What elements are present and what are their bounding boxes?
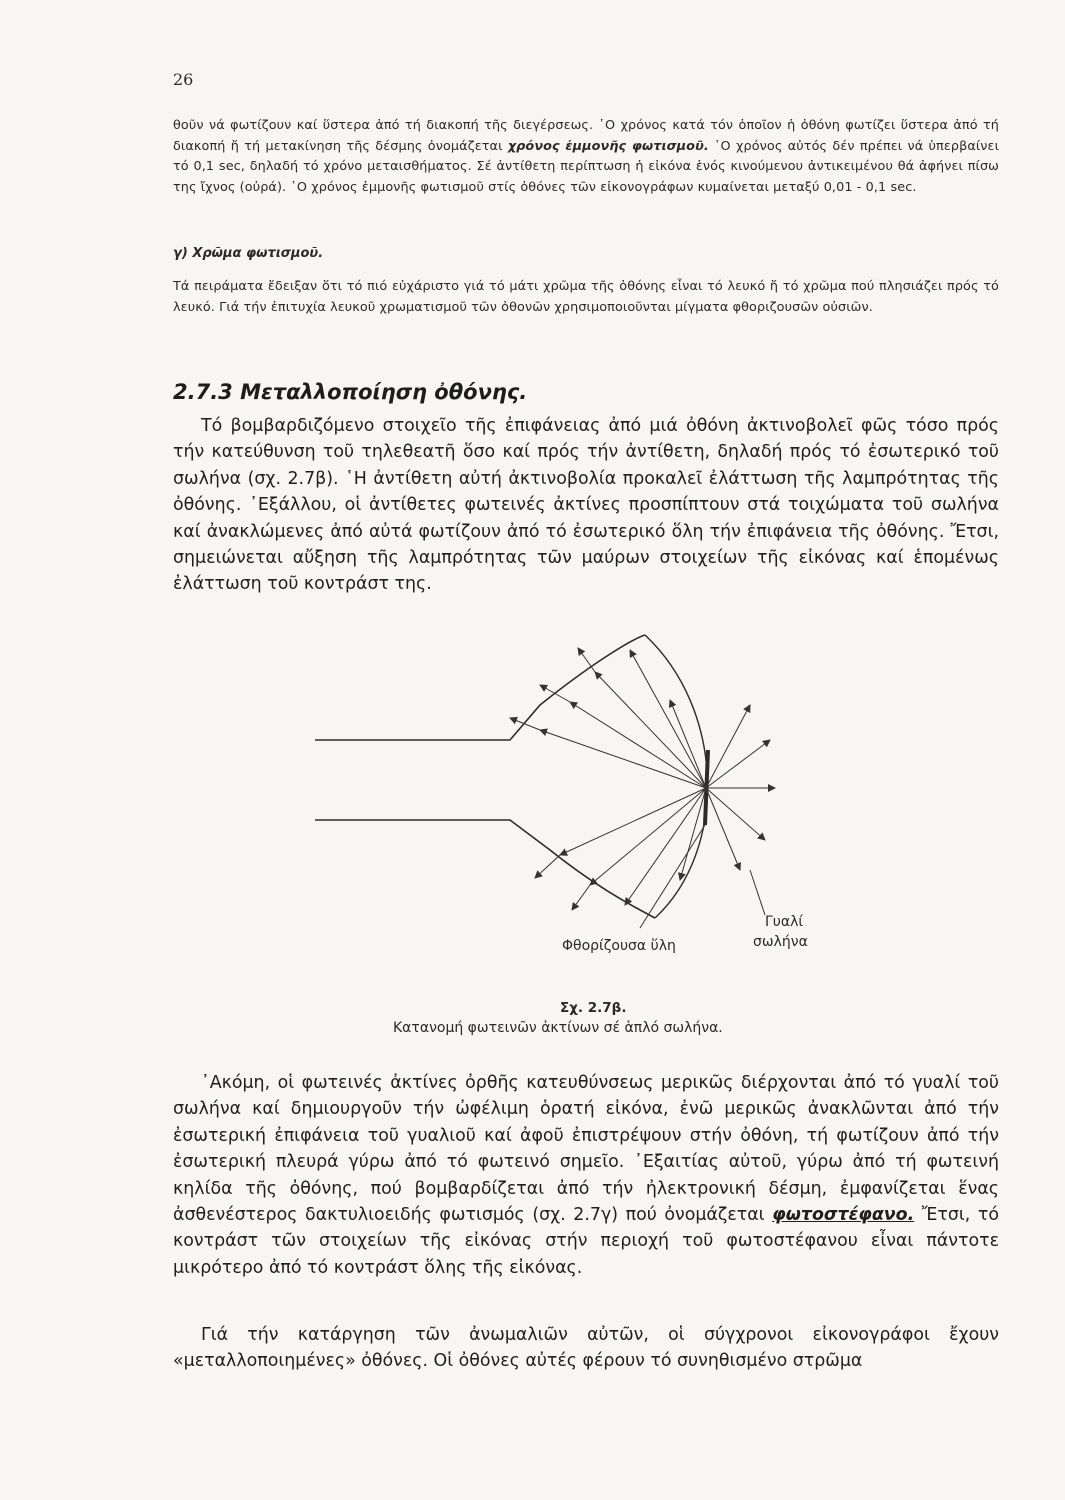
paragraph-color-text: Τά πειράματα ἔδειξαν ὅτι τό πιό εὐχάριστο γιά τό μάτι χρῶμα τῆς ὀθόνης εἶναι τό λευκό ἤ τό χρῶμα πού πλησιάζει πρός τό λευκό. Γιά τήν ἐπιτυχία λευκοῦ χρωματισμοῦ τῶν ὀθονῶν χρησιμοποιοῦνται μίγματα φθοριζουσῶν οὐσιῶν.: [173, 279, 999, 315]
paragraph-persistence: [173, 116, 999, 198]
figure-tube-diagram: [310, 610, 790, 970]
term-halo: φωτοστέφανο.: [772, 1205, 915, 1226]
section-heading: 2.7.3 Μεταλλοποίηση ὀθόνης.: [173, 380, 528, 404]
label-glass-line1: Γυαλί: [765, 914, 804, 930]
figure-caption-text: Κατανομή φωτεινῶν ἀκτίνων σέ ἁπλό σωλήνα.: [393, 1020, 723, 1036]
paragraph-persistence-text-a: θοῦν νά φωτίζουν καί ὕστερα ἀπό τή διακοπή τῆς διεγέρσεως. ῾Ο χρόνος κατά τόν ὁποῖον ἡ ὀθόνη φωτίζει ὕστερα ἀπό τή διακοπή ἤ τή μετακίνηση τῆς δέσμης ὀνομάζεται: [173, 118, 999, 154]
label-leaders: [640, 825, 765, 928]
tube-upper-wall: [315, 635, 645, 740]
paragraph-metallized: [173, 1322, 999, 1375]
term-persistence: χρόνος ἐμμονῆς φωτισμοῦ.: [507, 138, 709, 154]
subheading-color: γ) Χρῶμα φωτισμοῦ.: [173, 246, 324, 261]
page-number: 26: [173, 70, 194, 89]
paragraph-color: [173, 277, 999, 318]
paragraph-metallized-text: Γιά τήν κατάργηση τῶν ἀνωμαλιῶν αὐτῶν, οἱ σύγχρονοι εἰκονογράφοι ἔχουν «μεταλλοποιημένες» ὀθόνες. Οἱ ὀθόνες αὐτές φέρουν τό συνηθισμένο στρῶμα: [173, 1325, 999, 1372]
paragraph-halo-text-a: ᾿Ακόμη, οἱ φωτεινές ἀκτίνες ὀρθῆς κατευθύνσεως μερικῶς διέρχονται ἀπό τό γυαλί τοῦ σωλήνα καί δημιουργοῦν τήν ὠφέλιμη ὁρατή εἰκόνα, ἐνῶ μερικῶς ἀνακλῶνται ἀπό τήν ἐσωτερική ἐπιφάνεια τοῦ γυαλιοῦ καί ἀφοῦ ἐπιστρέψουν στήν ὀθόνη, τή φωτίζουν ἀπό τήν ἐσωτερική πλευρά γύρω ἀπό τό φωτεινό σημεῖο. ᾿Εξαιτίας αὐτοῦ, γύρω ἀπό τή φωτεινή κηλίδα τῆς ὀθόνης, πού βομβαρδίζεται ἀπό τήν ἠλεκτρονική δέσμη, ἐμφανίζεται ἕνας ἀσθενέστερος δακτυλιοειδής φωτισμός (σχ. 2.7γ) πού ὀνομάζεται: [173, 1073, 999, 1226]
paragraph-persistence-text-b: ῾Ο χρόνος αὐτός δέν πρέπει νά ὑπερβαίνει τό 0,1 sec, δηλαδή τό χρόνο μεταισθήματος. Σέ ἀντίθετη περίπτωση ἡ εἰκόνα ἑνός κινούμενου ἀντικειμένου θά ἀφήνει πίσω της ἴχνος (οὐρά). ῾Ο χρόνος ἐμμονῆς φωτισμοῦ στίς ὀθόνες τῶν εἰκονογράφων κυμαίνεται μεταξύ 0,01 - 0,1 sec.: [173, 138, 999, 195]
paragraph-bombarded: [173, 413, 999, 598]
figure-caption-number: Σχ. 2.7β.: [560, 1000, 627, 1016]
screen-curve: [645, 635, 707, 918]
paragraph-bombarded-text: Τό βομβαρδιζόμενο στοιχεῖο τῆς ἐπιφάνειας ἀπό μιά ὀθόνη ἀκτινοβολεῖ φῶς τόσο πρός τήν κατεύθυνση τοῦ τηλεθεατῆ ὅσο καί πρός τήν ἀντίθετη, δηλαδή πρός τό ἐσωτερικό τοῦ σωλήνα (σχ. 2.7β). ῾Η ἀντίθετη αὐτή ἀκτινοβολία προκαλεῖ ἐλάττωση τῆς λαμπρότητας τῆς ὀθόνης. ᾿Εξάλλου, οἱ ἀντίθετες φωτεινές ἀκτίνες προσπίπτουν στά τοιχώματα τοῦ σωλήνα καί ἀνακλώμενες ἀπό αὐτά φωτίζουν ἀπό τό ἐσωτερικό ὅλη τήν ἐπιφάνεια τῆς ὀθόνης. Ἔτσι, σημειώνεται αὔξηση τῆς λαμπρότητας τῶν μαύρων στοιχείων τῆς εἰκόνας καί ἑπομένως ἐλάττωση τοῦ κοντράστ της.: [173, 416, 999, 595]
light-rays: [510, 648, 775, 910]
paragraph-halo: [173, 1070, 999, 1281]
label-phosphor: Φθορίζουσα ὕλη: [562, 938, 676, 954]
paragraph-halo-text-b: Ἔτσι, τό κοντράστ τῶν στοιχείων τῆς εἰκόνας στήν περιοχή τοῦ φωτοστέφανου εἶναι πάντοτε μικρότερο ἀπό τό κοντράστ ὅλης τῆς εἰκόνας.: [173, 1205, 1000, 1278]
tube-diagram-svg: [310, 610, 790, 970]
label-glass-line2: σωλήνα: [753, 934, 808, 950]
